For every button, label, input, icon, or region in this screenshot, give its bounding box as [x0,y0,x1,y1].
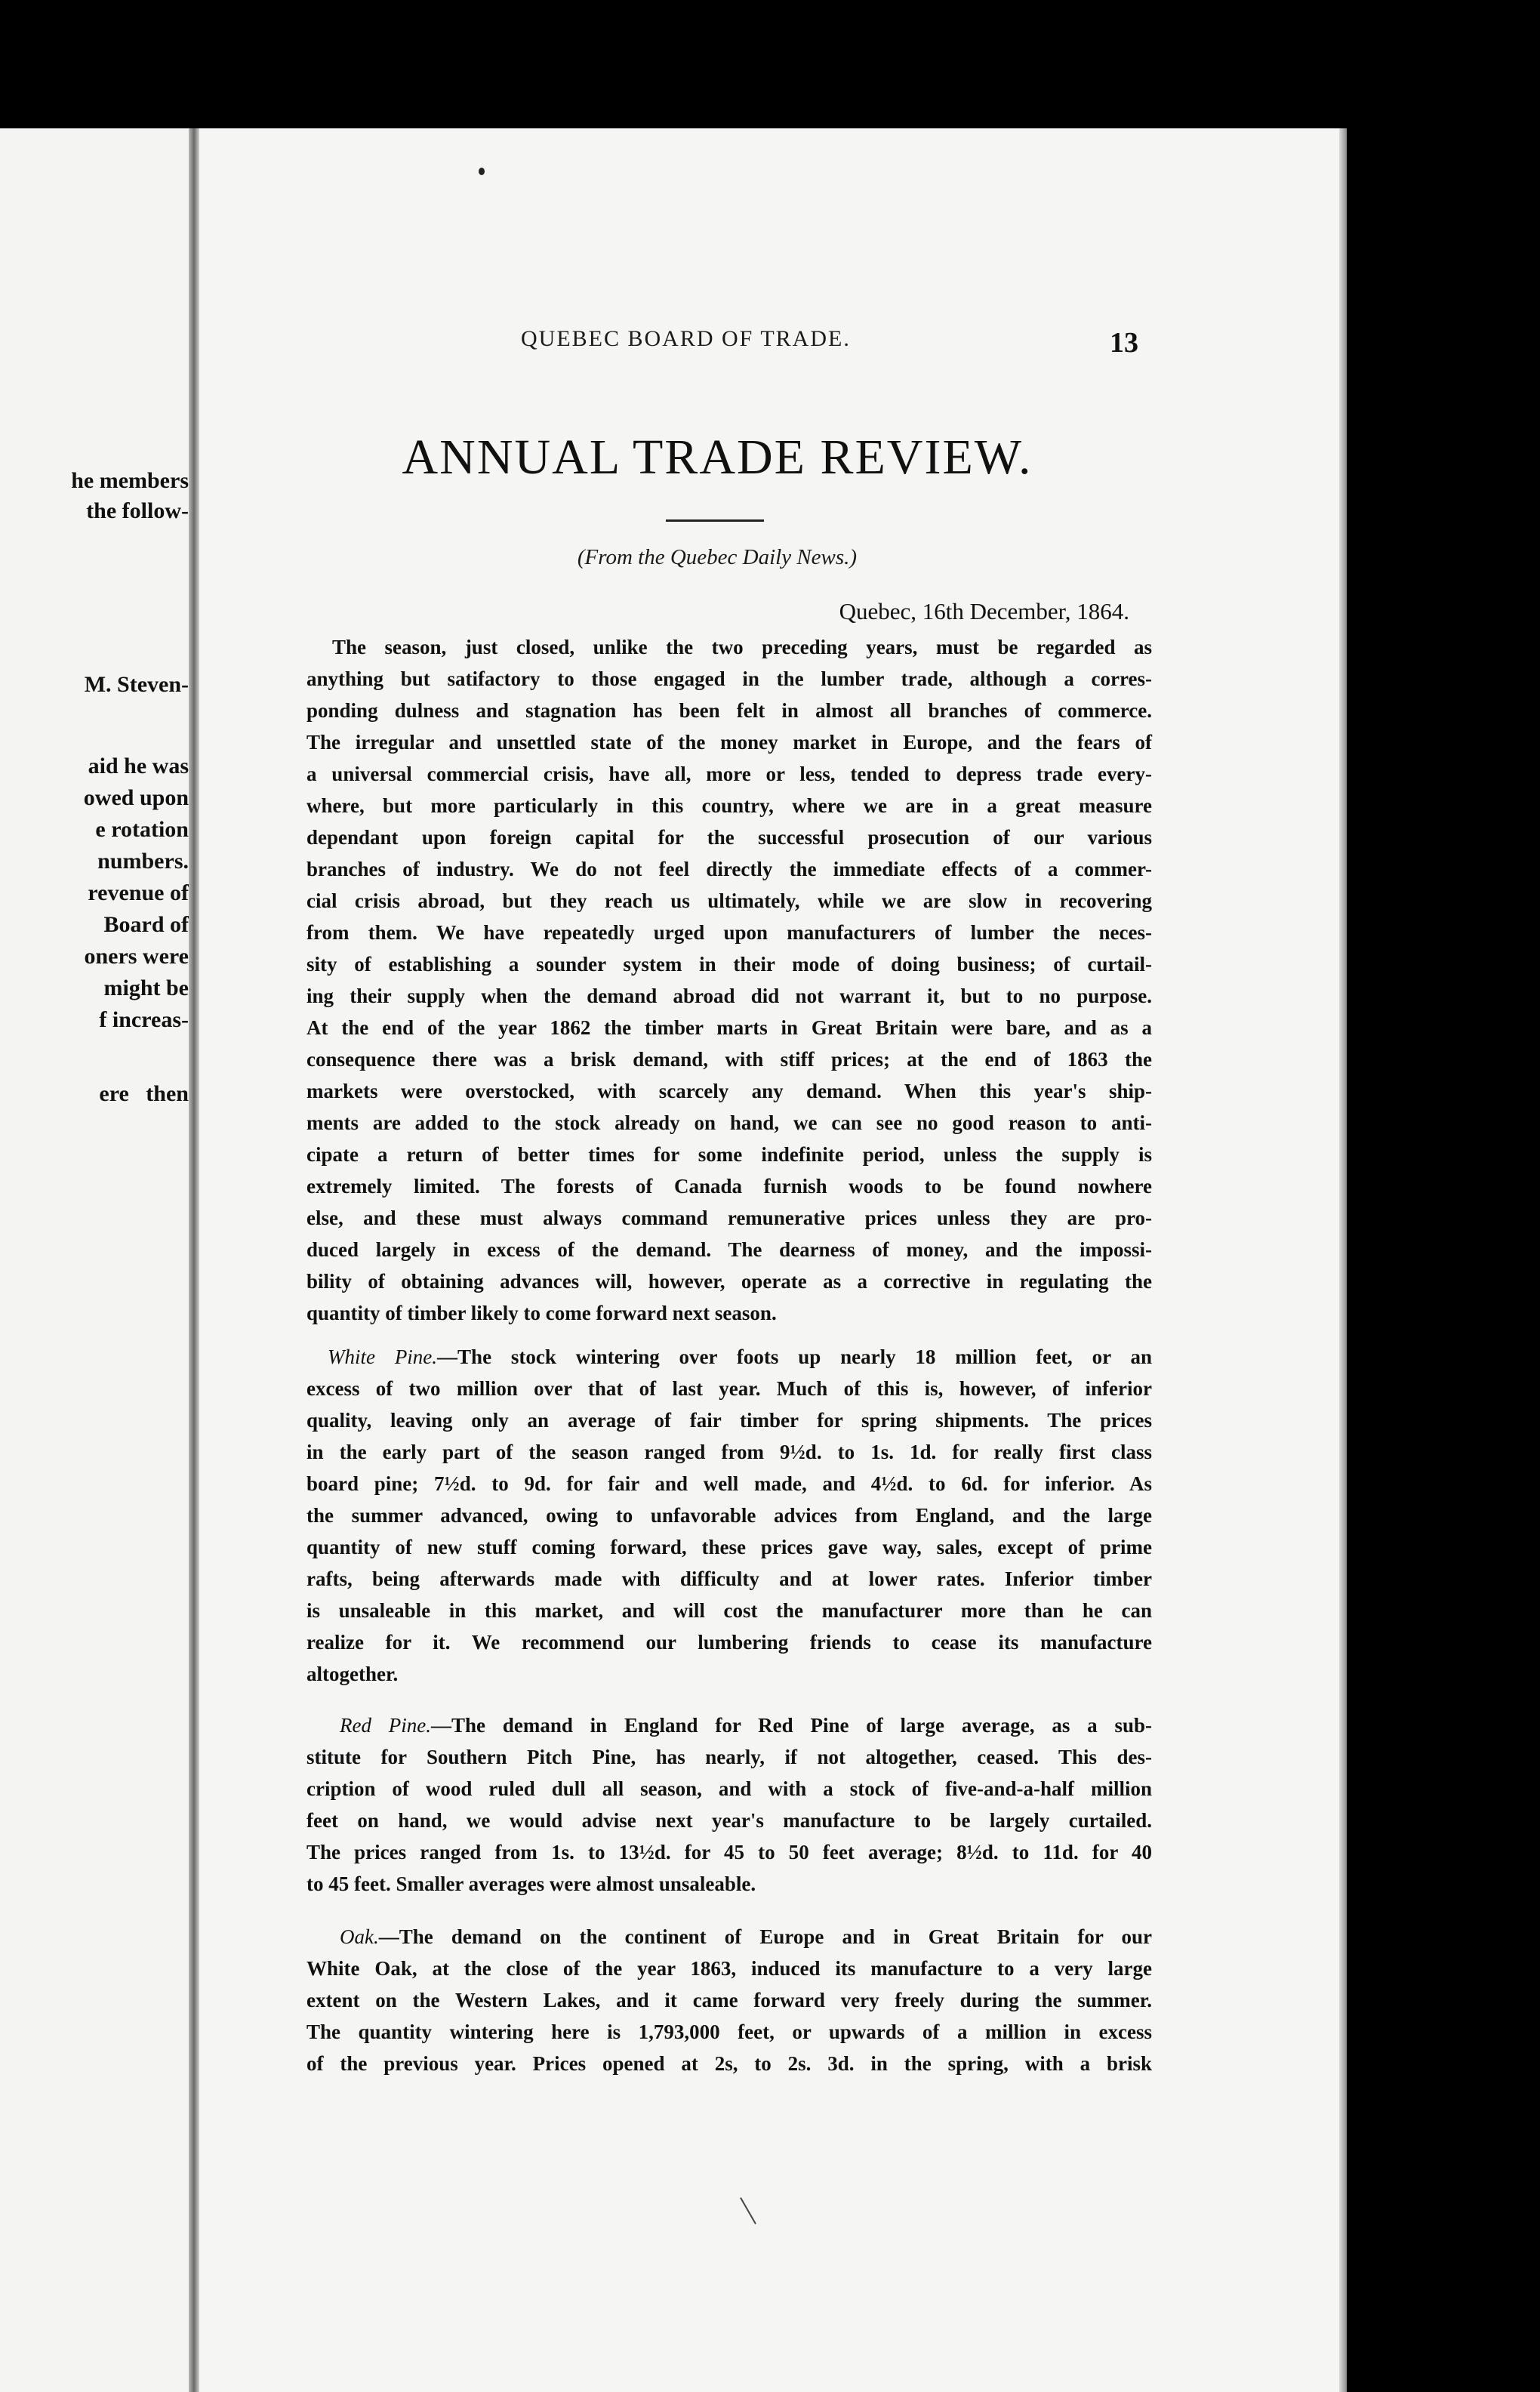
paragraph-line: altogether. [306,1663,399,1685]
book-gutter [189,128,199,2392]
red-pine-first-line [306,1709,1152,1741]
paragraph-line: White Oak, at the close of the year 1863, induced its manufacture to a very large [306,1957,1152,1980]
article-title: ANNUAL TRADE REVIEW. [402,430,1033,485]
left-page-line: revenue of [88,880,189,905]
left-page-line: might be [103,976,189,1000]
left-page-line: M. Steven- [84,672,189,697]
left-page-line: ere then [99,1081,189,1106]
page-edge [1339,128,1347,2392]
paragraph-line: in the early part of the season ranged from 9½d. to 1s. 1d. for really first class [306,1441,1152,1463]
paragraph-line: where, but more particularly in this country, where we are in a great measure [306,794,1152,817]
paragraph-line: cial crisis abroad, but they reach us ultimately, while we are slow in recovering [306,889,1152,912]
paragraph-line: quantity of new stuff coming forward, these prices gave way, sales, except of prime [306,1536,1152,1558]
paragraph-line: —The stock wintering over foots up nearly 18 million feet, or an [437,1346,1152,1368]
paragraph-line: a universal commercial crisis, have all, more or less, tended to depress trade every- [306,763,1152,785]
paragraph-line: extent on the Western Lakes, and it came forward very freely during the summer. [306,1989,1152,2011]
left-page-line: aid he was [88,754,189,778]
paragraph-line: of the previous year. Prices opened at 2s, to 2s. 3d. in the spring, with a brisk [306,2052,1152,2075]
left-page-line: he members [71,468,189,493]
left-page-line: f increas- [99,1007,189,1032]
paragraph-line: quality, leaving only an average of fair timber for spring shipments. The prices [306,1409,1152,1432]
paragraph-line: extremely limited. The forests of Canada furnish woods to be found nowhere [306,1175,1152,1198]
paragraph-line: board pine; 7½d. to 9d. for fair and well made, and 4½d. to 6d. for inferior. As [306,1472,1152,1495]
paragraph-line: feet on hand, we would advise next year's manufacture to be largely curtailed. [306,1809,1152,1832]
left-page-line: Board of [103,912,189,937]
running-head: QUEBEC BOARD OF TRADE. [521,326,851,351]
white-pine-heading: White Pine. [328,1346,438,1368]
paragraph-line: bility of obtaining advances will, however, operate as a corrective in regulating the [306,1270,1152,1293]
paragraph-line: the summer advanced, owing to unfavorable advices from England, and the large [306,1504,1152,1527]
paragraph-line: —The demand in England for Red Pine of large average, as a sub- [431,1714,1152,1737]
paragraph-line: is unsaleable in this market, and will cost the manufacturer more than he can [306,1599,1152,1622]
paragraph-line: duced largely in excess of the demand. The dearness of money, and the impossi- [306,1238,1152,1261]
paragraph-line: markets were overstocked, with scarcely any demand. When this year's ship- [306,1080,1152,1102]
paragraph-line: cipate a return of better times for some indefinite period, unless the supply is [306,1143,1152,1166]
paragraph-line: ments are added to the stock already on hand, we can see no good reason to anti- [306,1111,1152,1134]
left-page-line: e rotation [95,817,189,842]
left-page-line: oners were [84,944,189,969]
paragraph-line: excess of two million over that of last year. Much of this is, however, of inferior [306,1377,1152,1400]
paragraph-line: consequence there was a brisk demand, with stiff prices; at the end of 1863 the [306,1048,1152,1071]
article-dateline: Quebec, 16th December, 1864. [839,598,1129,624]
paragraph-line: from them. We have repeatedly urged upon manufacturers of lumber the neces- [306,921,1152,944]
ink-speck [479,168,485,175]
paragraph-line: rafts, being afterwards made with difficulty and at lower rates. Inferior timber [306,1567,1152,1590]
left-page-line: the follow- [86,498,189,523]
left-page-fragment [0,128,189,2392]
oak-first-line [306,1921,1152,1953]
paragraph-line: realize for it. We recommend our lumbering friends to cease its manufacture [306,1631,1152,1654]
red-pine-heading: Red Pine. [340,1714,432,1737]
paragraph-line: dependant upon foreign capital for the successful prosecution of our various [306,826,1152,849]
title-rule [666,519,764,522]
paragraph-line: anything but satifactory to those engaged in the lumber trade, although a corres- [306,667,1152,690]
page-number: 13 [1110,327,1138,359]
paragraph-line: to 45 feet. Smaller averages were almost unsaleable. [306,1873,756,1895]
paragraph-line: The prices ranged from 1s. to 13½d. for 45 to 50 feet average; 8½d. to 11d. for 40 [306,1841,1152,1863]
paragraph-line: ponding dulness and stagnation has been felt in almost all branches of commerce. [306,699,1152,722]
oak-heading: Oak. [340,1925,379,1948]
paragraph-line: stitute for Southern Pitch Pine, has nearly, if not altogether, ceased. This des- [306,1746,1152,1768]
paragraph-line: quantity of timber likely to come forward next season. [306,1302,777,1324]
paragraph-line: At the end of the year 1862 the timber marts in Great Britain were bare, and as a [306,1016,1152,1039]
paragraph-line: branches of industry. We do not feel directly the immediate effects of a commer- [306,858,1152,880]
paragraph-line: ing their supply when the demand abroad did not warrant it, but to no purpose. [306,985,1152,1007]
paragraph-line: The season, just closed, unlike the two preceding years, must be regarded as [332,636,1152,658]
left-page-line: numbers. [97,849,189,874]
paragraph-line: else, and these must always command remunerative prices unless they are pro- [306,1207,1152,1229]
paragraph-line: —The demand on the continent of Europe and in Great Britain for our [378,1925,1152,1948]
paragraph-line: The irregular and unsettled state of the money market in Europe, and the fears of [306,731,1152,754]
paragraph-line: cription of wood ruled dull all season, and with a stock of five-and-a-half million [306,1777,1152,1800]
paragraph-line: sity of establishing a sounder system in their mode of doing business; of curtail- [306,953,1152,976]
article-source: (From the Quebec Daily News.) [577,545,858,569]
paragraph-line: The quantity wintering here is 1,793,000 feet, or upwards of a million in excess [306,2021,1152,2043]
left-page-line: owed upon [83,785,189,810]
white-pine-first-line [306,1341,1152,1373]
